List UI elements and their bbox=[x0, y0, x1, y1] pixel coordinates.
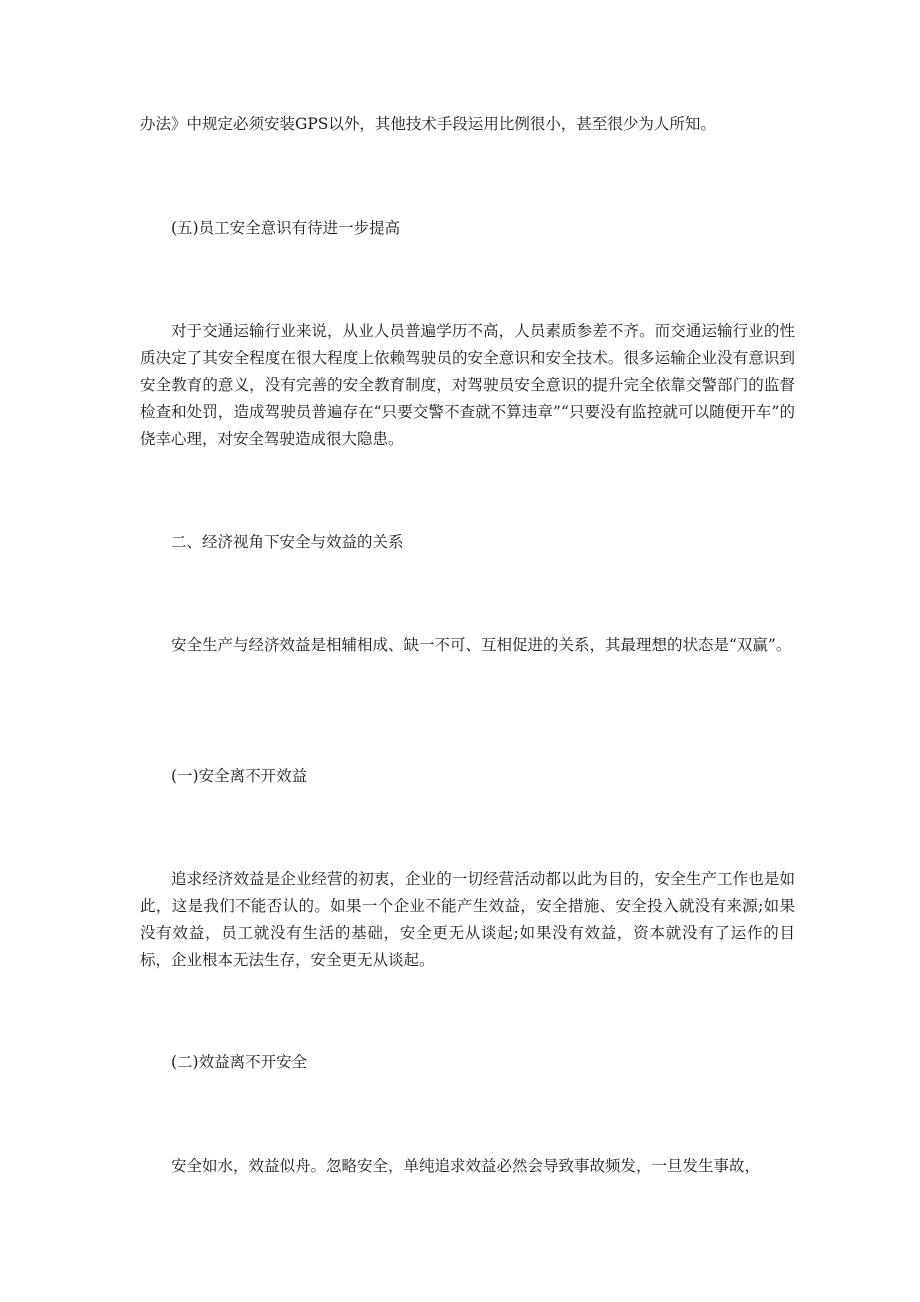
chapter-heading-2: 二、经济视角下安全与效益的关系 bbox=[171, 533, 404, 551]
section-heading-5: (五)员工安全意识有待进一步提高 bbox=[171, 219, 401, 237]
paragraph-win-win: 安全生产与经济效益是相辅相成、缺一不可、互相促进的关系，其最理想的状态是“双赢”。 bbox=[171, 636, 792, 654]
paragraph-safety-water: 安全如水，效益似舟。忽略安全，单纯追求效益必然会导致事故频发，一旦发生事故， bbox=[171, 1157, 761, 1175]
paragraph-safety-awareness: 对于交通运输行业来说，从业人员普遍学历不高，人员素质参差不齐。而交通运输行业的性质决定了其安全程度在很大程度上依赖驾驶员的安全意识和安全技术。很多运输企业没有意识到安全教育的意义，没有完善的安全教育制度，对驾驶员安全意识的提升完全依靠交警部门的监督检查和处罚，造成驾驶员普遍存在“只要交警不查就不算违章”“只要没有监控就可以随便开车”的侥幸心理，对安全驾驶造成很大隐患。 bbox=[140, 322, 795, 448]
paragraph-benefit-basis: 追求经济效益是企业经营的初衷，企业的一切经营活动都以此为目的，安全生产工作也是如此，这是我们不能否认的。如果一个企业不能产生效益，安全措施、安全投入就没有来源;如果没有效益，员工就没有生活的基础，安全更无从谈起;如果没有效益，资本就没有了运作的目标，企业根本无法生存，安全更无从谈起。 bbox=[140, 870, 795, 969]
section-heading-1: (一)安全离不开效益 bbox=[171, 767, 308, 785]
section-heading-2: (二)效益离不开安全 bbox=[171, 1053, 308, 1071]
paragraph-continuation: 办法》中规定必须安装GPS以外，其他技术手段运用比例很小，甚至很少为人所知。 bbox=[140, 115, 716, 133]
